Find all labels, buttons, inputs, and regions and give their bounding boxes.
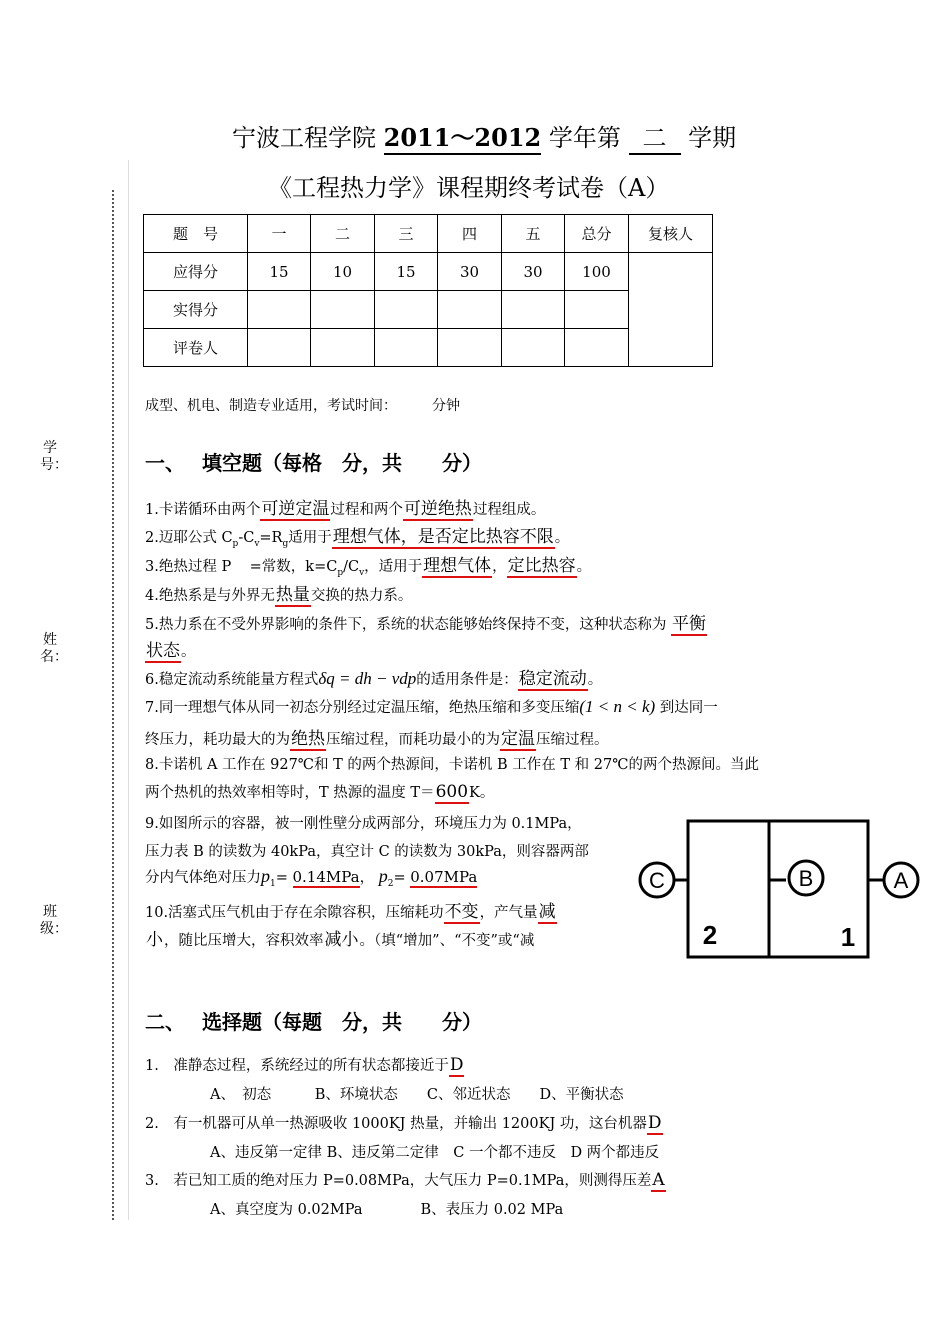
text: ， — [359, 870, 375, 886]
part-1-label: 1 — [840, 922, 856, 952]
course-title: 《工程热力学》课程期终考试卷（A） — [268, 174, 670, 202]
text: 3. 若已知工质的绝对压力 P=0.08MPa，大气压力 P=0.1MPa，则测得压差 — [145, 1173, 652, 1189]
text: 的适用条件是： — [416, 672, 518, 688]
choice-question-1 — [145, 1054, 464, 1075]
table-header-cell: 复核人 — [629, 215, 713, 253]
text: 过程和两个 — [330, 502, 403, 518]
gauge-a-label: A — [893, 868, 909, 893]
answer: 不变 — [444, 902, 479, 922]
choice-question-3 — [145, 1169, 666, 1190]
text: 。 — [587, 672, 603, 688]
score-cell — [438, 291, 502, 329]
table-header-cell: 五 — [502, 215, 565, 253]
text: 5.热力系在不受外界影响的条件下，系统的状态能够始终保持不变，这种状态称为 — [145, 617, 667, 633]
text: 。 — [554, 530, 570, 546]
score-table — [143, 214, 713, 367]
question-1-1 — [145, 494, 545, 519]
question-1-9-line3 — [145, 866, 477, 889]
exam-header — [232, 118, 736, 155]
gauge-b-label: B — [798, 866, 814, 891]
answer: 定温 — [501, 729, 535, 749]
subscript: 1 — [270, 878, 276, 889]
text: 1. 准静态过程，系统经过的所有状态都接近于 — [145, 1058, 449, 1074]
text: K。 — [469, 785, 495, 801]
answer: 减 — [538, 902, 556, 922]
choice-options-3: A、真空度为 0.02MPa B、表压力 0.02 MPa — [210, 1202, 564, 1218]
text: /C — [343, 559, 360, 575]
question-1-2: 2.迈耶公式 $C_p-C_v=R_g$适用于理想气体，是否定比热容不限。 — [145, 527, 570, 549]
text: = — [393, 870, 406, 886]
table-header-cell: 一 — [248, 215, 311, 253]
score-cell: 15 — [248, 253, 311, 291]
text: 2. 有一机器可从单一热源吸收 1000KJ 热量，并输出 1200KJ 功，这台机器 — [145, 1116, 647, 1132]
container-diagram — [636, 816, 926, 962]
score-cell: 30 — [438, 253, 502, 291]
answer: 热量 — [275, 585, 310, 605]
score-cell — [375, 329, 438, 367]
text: 过程组成。 — [472, 502, 546, 518]
student-id-label: 学号： — [40, 440, 68, 473]
text: =R — [259, 530, 283, 546]
choice-options-2: A、违反第一定律 B、违反第二定律 C 一个都不违反 D 两个都违反 — [210, 1145, 660, 1161]
answer: 状态 — [146, 641, 180, 661]
score-cell — [375, 291, 438, 329]
score-cell — [248, 291, 311, 329]
text: 终压力，耗功最大的为 — [145, 732, 290, 748]
row-label: 评卷人 — [144, 329, 248, 367]
text: 。 — [181, 644, 196, 660]
text: 4.绝热系是与外界无 — [145, 588, 275, 604]
question-1-3: 3.绝热过程 P =常数，$k=C_p/C_v$，适用于理想气体，定比热容。 — [145, 556, 592, 578]
text: 压缩过程，而耗功最小的为 — [326, 732, 500, 748]
text: 压缩过程。 — [536, 732, 609, 748]
text: 。 — [576, 559, 592, 575]
score-cell: 30 — [502, 253, 565, 291]
answer: 绝热 — [291, 729, 325, 749]
text: ， — [492, 559, 507, 575]
text: =常数，k=C — [249, 559, 338, 575]
row-label: 应得分 — [144, 253, 248, 291]
text: -C — [238, 530, 255, 546]
answer: 0.07MPa — [410, 868, 478, 886]
table-row — [144, 291, 713, 329]
school-name: 宁波工程学院 — [232, 124, 376, 152]
table-header-cell: 二 — [311, 215, 375, 253]
answer: D — [647, 1113, 662, 1133]
subscript: 2 — [387, 878, 394, 889]
answer: 600 — [435, 782, 469, 802]
student-class-label: 班级： — [40, 904, 68, 937]
table-header-cell: 题 号 — [144, 215, 248, 253]
reviewer-cell — [629, 253, 713, 367]
text: 10.活塞式压气机由于存在余隙容积，压缩耗功 — [145, 905, 444, 921]
question-1-8-cont — [145, 781, 494, 802]
text: ，随比压增大，容积效率 — [164, 933, 324, 949]
energy-equation: δq = dh − vdp — [318, 669, 417, 688]
answer: 小 — [146, 930, 163, 950]
answer: 理想气体，是否定比热容不限 — [332, 527, 554, 547]
table-header-cell: 总分 — [565, 215, 629, 253]
text: 2.迈耶公式 C — [145, 530, 233, 546]
symbol-p1: p — [261, 866, 270, 886]
choice-question-2 — [145, 1112, 663, 1133]
score-table-header — [144, 215, 713, 253]
answer: 平衡 — [671, 614, 706, 634]
text: 到达同一 — [659, 700, 718, 716]
question-1-10-cont — [145, 925, 633, 950]
score-cell — [502, 329, 565, 367]
text: 1.卡诺循环由两个 — [145, 502, 261, 518]
gauge-c-label: C — [649, 868, 665, 893]
text: 两个热机的热效率相等时，T 热源的温度 T＝ — [145, 785, 435, 801]
text: ，产气量 — [479, 905, 538, 921]
term-number: 二 — [629, 118, 681, 155]
score-cell: 10 — [311, 253, 375, 291]
choice-options-1: A、 初态 B、环境状态 C、邻近状态 D、平衡状态 — [210, 1087, 624, 1103]
table-header-cell: 三 — [375, 215, 438, 253]
text: 。（填“增加”、“不变”或“减 — [359, 933, 535, 949]
score-cell — [502, 291, 565, 329]
score-cell: 100 — [565, 253, 629, 291]
question-1-7-cont — [145, 724, 609, 749]
score-cell — [565, 329, 629, 367]
question-1-7 — [145, 696, 718, 717]
score-cell — [311, 291, 375, 329]
text: ，适用于 — [364, 559, 423, 575]
question-1-9-line2: 压力表 B 的读数为 40kPa，真空计 C 的读数为 30kPa，则容器两部 — [145, 844, 589, 860]
part-2-label: 2 — [702, 920, 718, 950]
answer: 可逆绝热 — [403, 499, 472, 519]
question-1-5-cont — [145, 636, 196, 661]
answer: A — [652, 1170, 665, 1190]
polytropic-condition: (1 < n < k) — [579, 697, 656, 716]
year-suffix: 学年第 — [548, 124, 621, 152]
section1-title: 一、 填空题（每格 分，共 分） — [145, 451, 482, 475]
text: 适用于 — [288, 530, 332, 546]
binding-dotted-line — [112, 190, 114, 1220]
question-1-6 — [145, 664, 602, 689]
symbol-p2: p — [378, 866, 388, 886]
question-1-8: 8.卡诺机 A 工作在 927℃和 T 的两个热源间，卡诺机 B 工作在 T 和 27℃的两个热源间。当此 — [145, 757, 759, 773]
answer: 0.14MPa — [292, 868, 360, 886]
academic-years: 2011～2012 — [384, 118, 542, 155]
question-1-10 — [145, 897, 557, 922]
score-cell: 15 — [375, 253, 438, 291]
answer: 理想气体 — [423, 556, 492, 576]
answer: 稳定流动 — [518, 669, 587, 689]
answer: D — [449, 1055, 464, 1075]
question-1-5 — [145, 609, 707, 634]
row-label: 实得分 — [144, 291, 248, 329]
score-cell — [248, 329, 311, 367]
answer: 定比热容 — [507, 556, 576, 576]
text: 交换的热力系。 — [310, 588, 413, 604]
score-cell — [438, 329, 502, 367]
text: 7.同一理想气体从同一初态分别经过定温压缩，绝热压缩和多变压缩 — [145, 700, 580, 716]
margin-line — [128, 160, 129, 1220]
question-1-4 — [145, 580, 412, 605]
text: 3.绝热过程 P — [145, 559, 232, 575]
score-cell — [565, 291, 629, 329]
student-name-label: 姓名： — [40, 632, 68, 665]
text: = — [275, 870, 288, 886]
table-row — [144, 329, 713, 367]
table-header-cell: 四 — [438, 215, 502, 253]
answer: 减小 — [324, 930, 359, 950]
answer: 可逆定温 — [261, 499, 330, 519]
text: 6.稳定流动系统能量方程式 — [145, 672, 319, 688]
section2-title: 二、 选择题（每题 分，共 分） — [145, 1010, 482, 1034]
question-1-9: 9.如图所示的容器，被一刚性壁分成两部分，环境压力为 0.1MPa， — [145, 816, 582, 832]
term-suffix: 学期 — [688, 124, 737, 152]
text: 分内气体绝对压力 — [145, 870, 261, 886]
table-row — [144, 253, 713, 291]
exam-note: 成型、机电、制造专业适用，考试时间： 分钟 — [145, 398, 460, 414]
score-cell — [311, 329, 375, 367]
